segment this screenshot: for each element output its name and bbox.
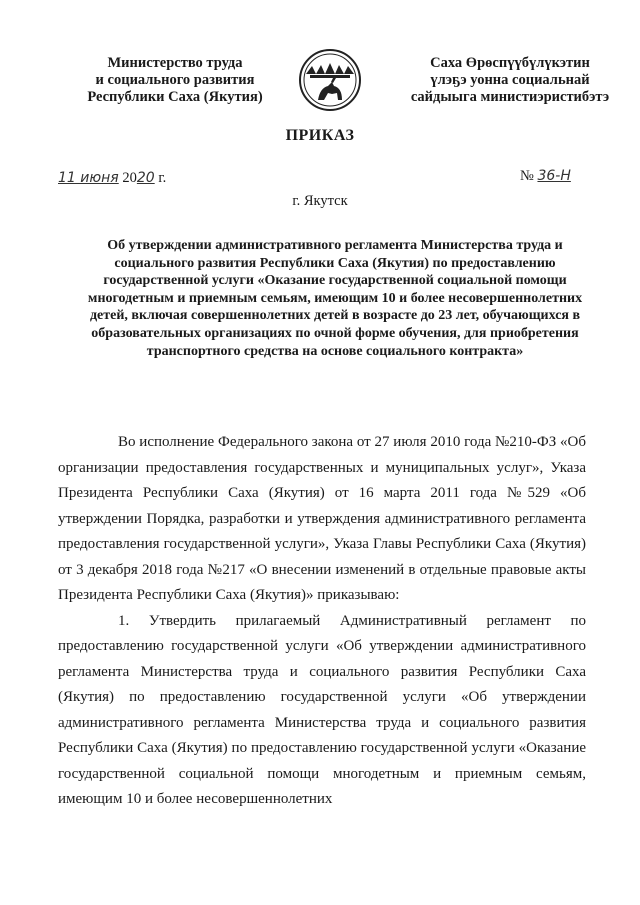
order-city: г. Якутск	[292, 193, 348, 209]
body-item-1: 1. Утвердить прилагаемый Административный регламент по предоставлению государственной услуги «Об утверждении административного регламента Министерства труда и социального развития Республики Саха (Якутия) по предоставлению государственной услуги «Об утверждении административного регламента Министерства труда и социального развития Республики Саха (Якутия) по предоставлению государственной услуги «Оказание государственной социальной помощи многодетным и приемным семьям, имеющим 10 и более несовершеннолетних	[58, 612, 586, 807]
body-paragraph: Во исполнение Федерального закона от 27 июля 2010 года №210-ФЗ «Об организации предоставления государственных и муниципальных услуг», Указа Президента Республики Саха (Якутия) от 16 марта 2011 года №529 «Об утверждении Порядка, разработки и утверждения административного регламента предоставления государственной услуги», Указа Главы Республики Саха (Якутия) от 3 декабря 2018 года №217 «О внесении изменений в отдельные правовые акты Президента Республики Саха (Якутия)» приказываю:	[58, 434, 586, 603]
date-g: г.	[158, 170, 167, 186]
ministry-line: Республики Саха (Якутия)	[87, 89, 263, 105]
number-sign: №	[520, 168, 534, 184]
date-year-suffix: 20	[136, 170, 155, 186]
ministry-line: Министерство труда	[107, 55, 243, 71]
number-value: 36-Н	[537, 168, 571, 184]
ministry-line: үлэҕэ уонна социальнай	[430, 72, 590, 88]
date-year-prefix: 20	[122, 170, 137, 186]
order-number	[520, 168, 571, 185]
order-body	[58, 430, 586, 813]
coat-of-arms-emblem	[298, 48, 362, 112]
ministry-name-sakha	[395, 55, 625, 106]
ministry-line: Саха Өрөспүүбүлүкэтин	[430, 55, 590, 71]
ministry-line: сайдыыга министиэристибэтэ	[410, 89, 610, 105]
order-title: ПРИКАЗ	[285, 127, 355, 144]
order-date	[58, 170, 166, 187]
ministry-line: и социального развития	[95, 72, 255, 88]
date-day-month: 11 июня	[58, 170, 119, 186]
ministry-name-russian	[70, 55, 280, 106]
order-subject: Об утверждении административного регламента Министерства труда и социального развития Республики Саха (Якутия) по предоставлению государственной услуги «Оказание государственной социальной помощи многодетным и приемным семьям, имеющим 10 и более несовершеннолетних детей, включая совершеннолетних детей в возрасте до 23 лет, обучающихся в образовательных организациях по очной форме обучения, для приобретения транспортного средства на основе социального контракта»	[87, 238, 583, 359]
